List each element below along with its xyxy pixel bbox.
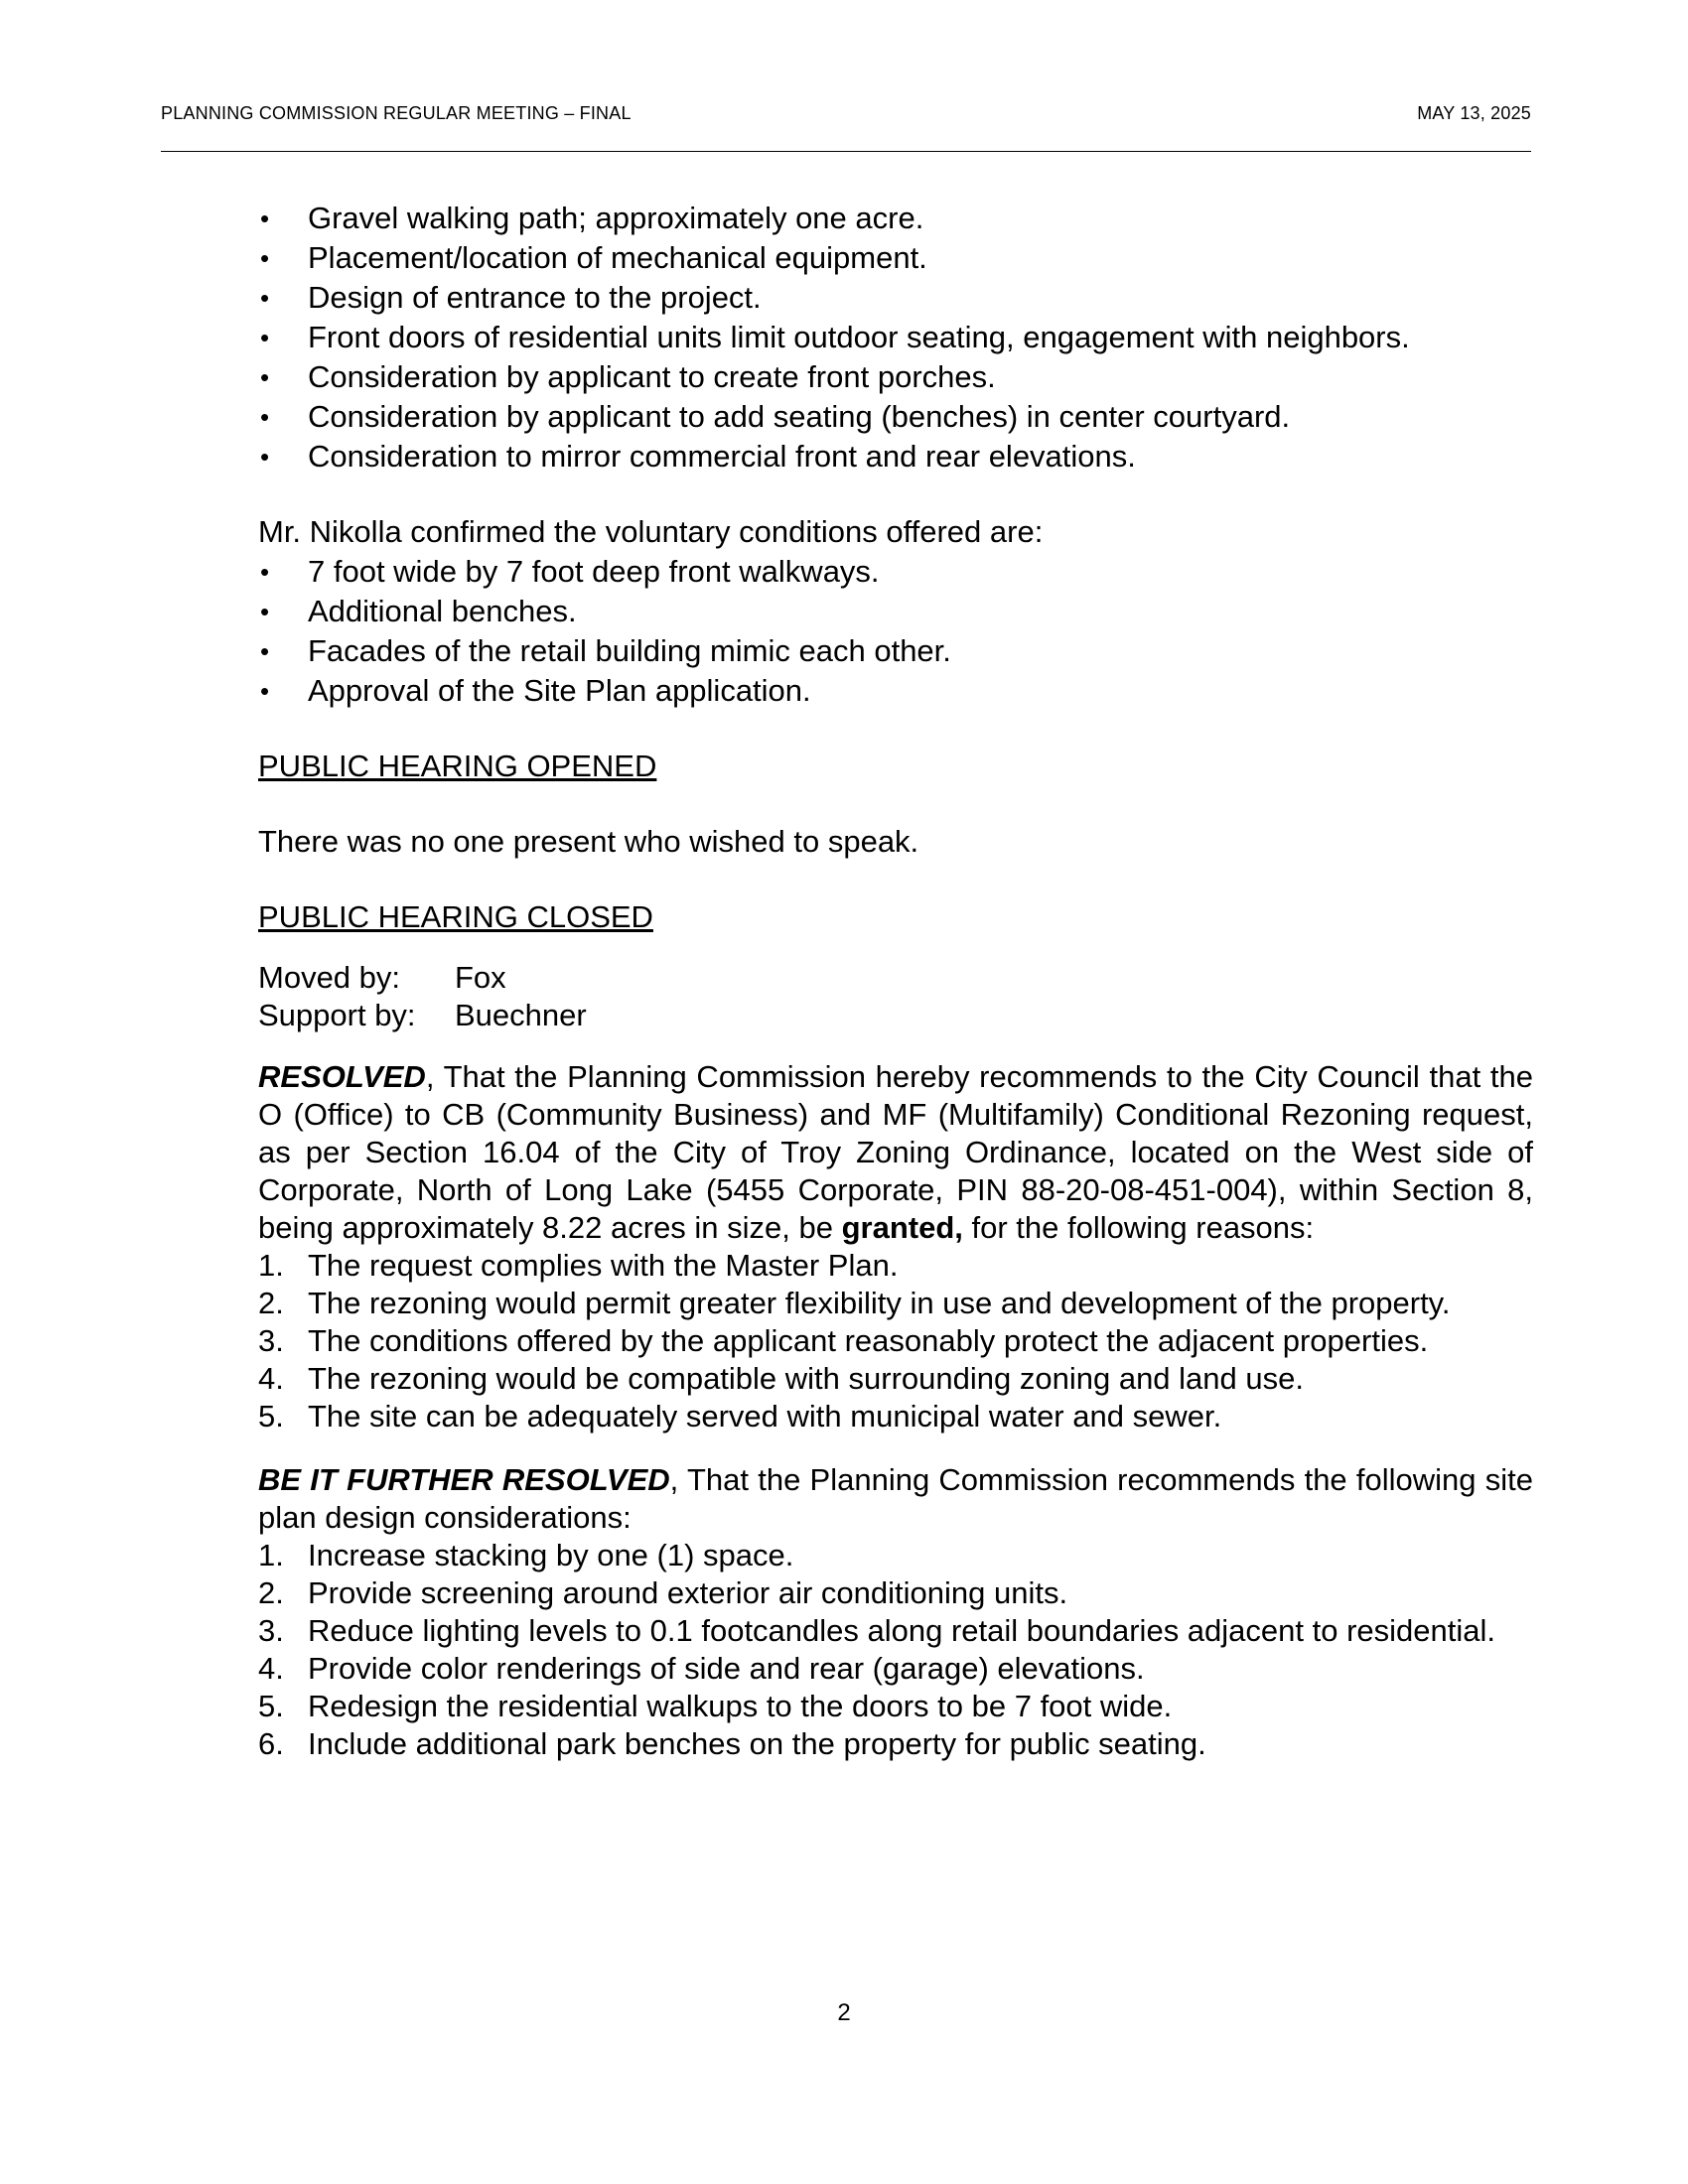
voluntary-bullet-list [258,552,1533,711]
page-header [161,99,1531,152]
public-hearing-opened-heading: PUBLIC HEARING OPENED [258,749,657,783]
list-item: • Consideration by applicant to create front porches. [258,357,1533,397]
bullet-icon: • [260,323,270,352]
bullet-icon: • [260,557,270,587]
list-item: 1. Increase stacking by one (1) space. [258,1538,794,1572]
list-item: 4. Provide color renderings of side and rear (garage) elevations. [258,1651,1145,1686]
public-hearing-closed-heading: PUBLIC HEARING CLOSED [258,899,653,934]
no-speakers-statement: There was no one present who wished to speak. [258,824,919,859]
moved-by-row [258,959,1533,997]
list-item: • Design of entrance to the project. [258,278,1533,318]
page-number: 2 [837,1999,851,2026]
list-item: 3. The conditions offered by the applicant reasonably protect the adjacent properties. [258,1323,1429,1358]
list-item: • Approval of the Site Plan application. [258,671,1533,711]
support-by-label: Support by: [258,998,416,1032]
resolved-lead: RESOLVED [258,1059,426,1094]
list-item: 2. Provide screening around exterior air conditioning units. [258,1575,1068,1610]
list-item: • Placement/location of mechanical equipment. [258,238,1533,278]
bullet-icon: • [260,283,270,313]
bullet-icon: • [260,243,270,273]
bullet-icon: • [260,442,270,472]
list-item: • Front doors of residential units limit outdoor seating, engagement with neighbors. [258,318,1533,357]
list-item: • Consideration by applicant to add seating (benches) in center courtyard. [258,397,1533,437]
list-item: • Consideration to mirror commercial front and rear elevations. [258,437,1533,477]
voluntary-conditions-intro: Mr. Nikolla confirmed the voluntary conditions offered are: [258,514,1044,549]
list-item: 5. The site can be adequately served with municipal water and sewer. [258,1399,1222,1433]
list-item: 6. Include additional park benches on the property for public seating. [258,1726,1206,1761]
list-item: 4. The rezoning would be compatible with surrounding zoning and land use. [258,1361,1304,1396]
list-item: • Facades of the retail building mimic each other. [258,631,1533,671]
list-item: • Additional benches. [258,592,1533,631]
resolved-paragraph: RESOLVED, That the Planning Commission hereby recommends to the City Council that the O (Office) to CB (Community Business) and MF (Multifamily) Conditional Rezoning request, as per Section 16.04 of the City of Troy Zoning Ordinance, located on the West side of Corporate, North of Long Lake (5455 Corporate, PIN 88-20-08-451-004), within Section 8, being approximately 8.22 acres in size, be granted, for the following reasons: [258,1059,1533,1245]
moved-by-value: Fox [455,960,506,995]
moved-by-label: Moved by: [258,960,401,995]
bullet-icon: • [260,636,270,666]
bullet-icon: • [260,204,270,233]
granted-word: granted, [841,1210,963,1245]
bullet-icon: • [260,362,270,392]
header-meeting-title: PLANNING COMMISSION REGULAR MEETING – FINAL [161,103,632,123]
design-considerations-list [258,1537,1533,1763]
list-item: • Gravel walking path; approximately one acre. [258,199,1533,238]
design-bullet-list [258,199,1533,477]
bullet-icon: • [260,676,270,706]
motion-block [258,959,1533,1034]
further-resolved-lead: BE IT FURTHER RESOLVED [258,1462,670,1497]
support-by-row [258,997,1533,1034]
list-item: 1. The request complies with the Master Plan. [258,1248,899,1283]
bullet-icon: • [260,402,270,432]
support-by-value: Buechner [455,998,587,1032]
reasons-list [258,1247,1533,1435]
bullet-icon: • [260,597,270,626]
list-item: 5. Redesign the residential walkups to the doors to be 7 foot wide. [258,1689,1173,1723]
list-item: 2. The rezoning would permit greater flexibility in use and development of the property. [258,1286,1451,1320]
further-resolved-paragraph: BE IT FURTHER RESOLVED, That the Planning Commission recommends the following site plan design considerations: [258,1462,1534,1535]
list-item: 3. Reduce lighting levels to 0.1 footcandles along retail boundaries adjacent to residential. [258,1613,1495,1648]
minutes-body [258,199,1533,1763]
list-item: • 7 foot wide by 7 foot deep front walkways. [258,552,1533,592]
header-date: MAY 13, 2025 [1417,103,1531,123]
